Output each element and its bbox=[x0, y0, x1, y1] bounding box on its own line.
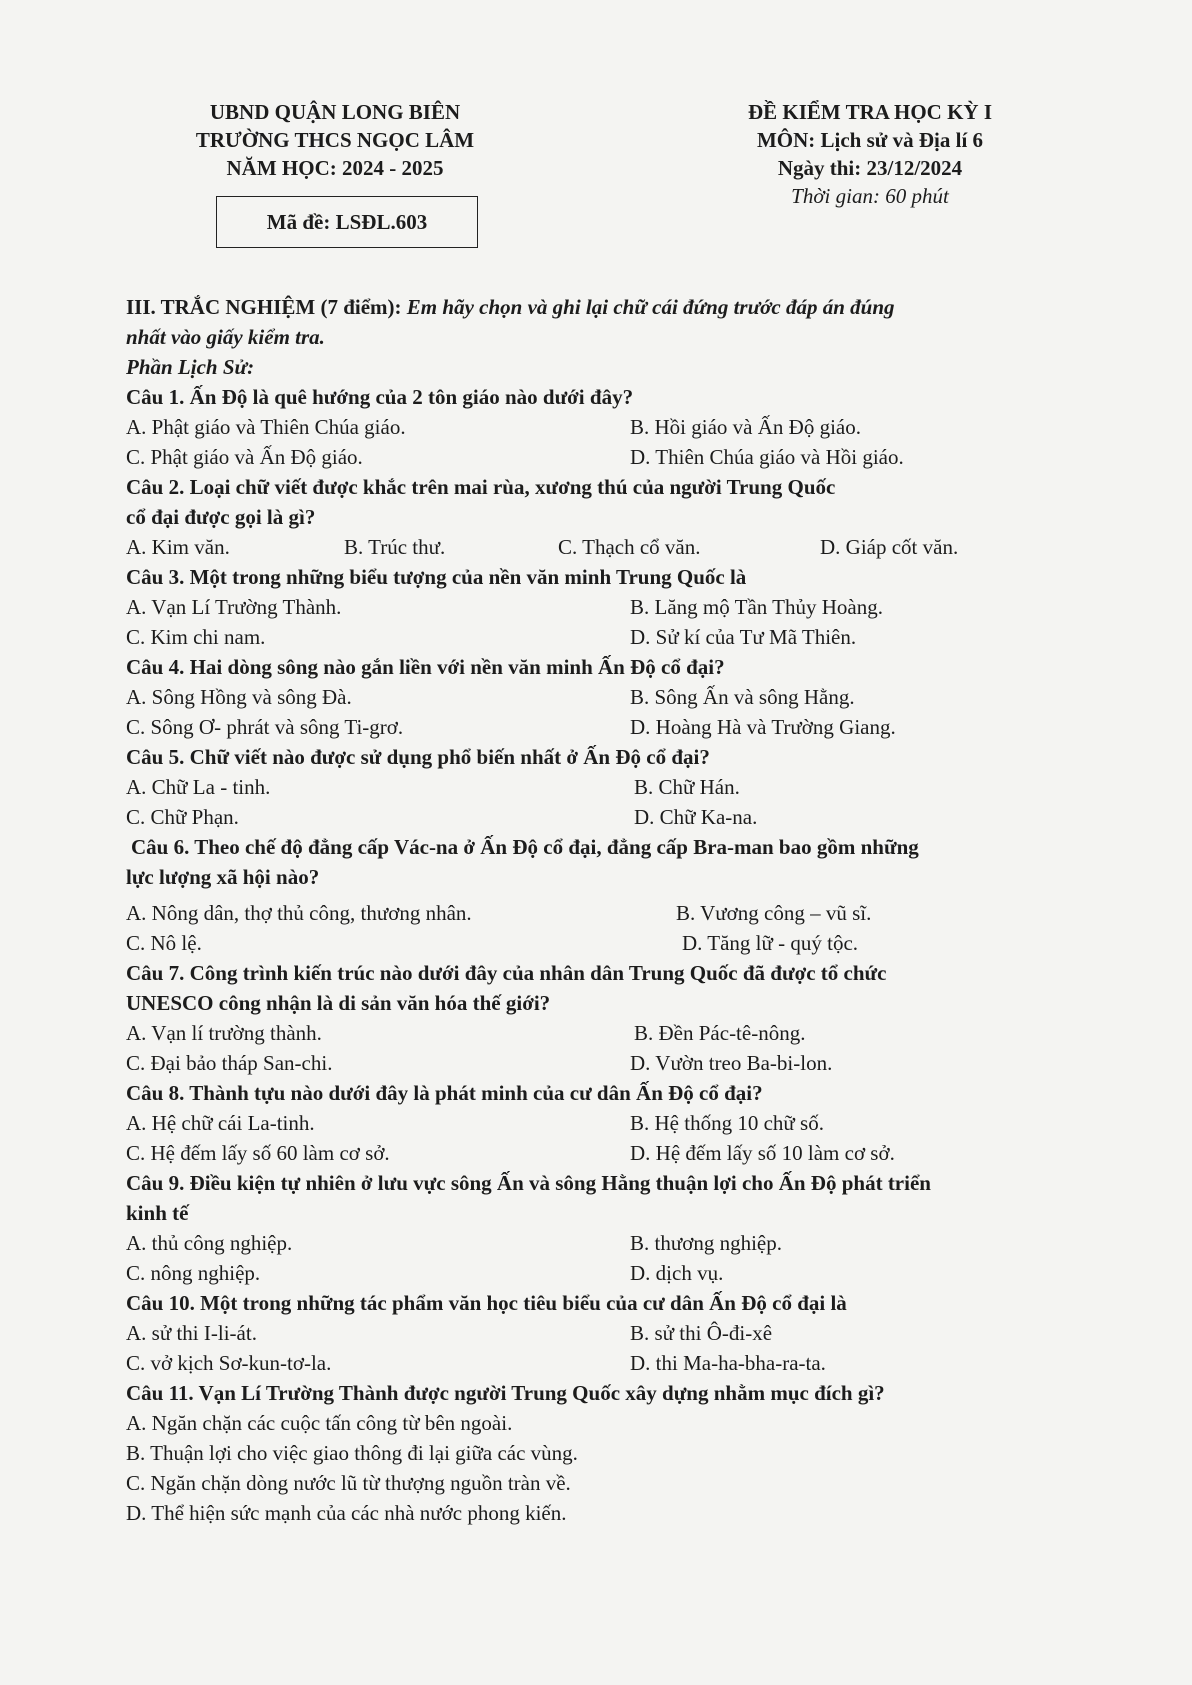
exam-date: Ngày thi: 23/12/2024 bbox=[777, 156, 963, 180]
question-10: Câu 10. Một trong những tác phẩm văn học tiêu biểu của cư dân Ấn Độ cổ đại là bbox=[126, 1291, 847, 1315]
question-9: Câu 9. Điều kiện tự nhiên ở lưu vực sông Ấn và sông Hằng thuận lợi cho Ấn Độ phát triển bbox=[126, 1171, 931, 1195]
option-c: C. Sông Ơ- phrát và sông Ti-grơ. bbox=[126, 715, 404, 739]
options-row bbox=[126, 1018, 1116, 1048]
option-a: A. Vạn Lí Trường Thành. bbox=[126, 595, 342, 619]
exam-duration: Thời gian: 60 phút bbox=[791, 184, 949, 208]
options-row bbox=[126, 682, 1116, 712]
district-name: UBND QUẬN LONG BIÊN bbox=[209, 100, 461, 124]
options-row bbox=[126, 712, 1116, 742]
option-c: C. nông nghiệp. bbox=[126, 1261, 261, 1285]
option-d: D. Thể hiện sức mạnh của các nhà nước phong kiến. bbox=[126, 1501, 567, 1525]
section-instruction-cont: nhất vào giấy kiểm tra. bbox=[126, 325, 325, 349]
options-row bbox=[126, 1048, 1116, 1078]
option-d: D. Thiên Chúa giáo và Hồi giáo. bbox=[630, 445, 904, 469]
option-b: B. Đền Pác-tê-nông. bbox=[634, 1021, 806, 1045]
question-5: Câu 5. Chữ viết nào được sử dụng phổ biến nhất ở Ấn Độ cổ đại? bbox=[126, 745, 710, 769]
school-name: TRƯỜNG THCS NGỌC LÂM bbox=[195, 128, 475, 152]
option-b: B. Vương công – vũ sĩ. bbox=[676, 901, 872, 925]
question-7: Câu 7. Công trình kiến trúc nào dưới đây của nhân dân Trung Quốc đã được tổ chức bbox=[126, 961, 887, 985]
option-b: B. Hồi giáo và Ấn Độ giáo. bbox=[630, 415, 861, 439]
option-c: C. Hệ đếm lấy số 60 làm cơ sở. bbox=[126, 1141, 390, 1165]
options-row bbox=[126, 592, 1116, 622]
option-a: A. Nông dân, thợ thủ công, thương nhân. bbox=[126, 901, 472, 925]
option-d: D. Sử kí của Tư Mã Thiên. bbox=[630, 625, 857, 649]
question-4: Câu 4. Hai dòng sông nào gắn liền với nền văn minh Ấn Độ cổ đại? bbox=[126, 655, 725, 679]
school-year: NĂM HỌC: 2024 - 2025 bbox=[226, 156, 444, 180]
options-row bbox=[126, 928, 1116, 958]
options-row bbox=[126, 898, 1116, 928]
options-row bbox=[126, 802, 1116, 832]
option-a: A. Sông Hồng và sông Đà. bbox=[126, 685, 352, 709]
option-a: A. Phật giáo và Thiên Chúa giáo. bbox=[126, 415, 406, 439]
option-a: A. Kim văn. bbox=[126, 535, 230, 559]
option-a: A. Chữ La - tinh. bbox=[126, 775, 271, 799]
option-b: B. Lăng mộ Tần Thủy Hoàng. bbox=[630, 595, 883, 619]
part-title: Phần Lịch Sử: bbox=[126, 355, 255, 379]
question-9-cont: kinh tế bbox=[126, 1201, 189, 1225]
options-row bbox=[126, 1108, 1116, 1138]
option-d: D. Hoàng Hà và Trường Giang. bbox=[630, 715, 896, 739]
option-d: D. Tăng lữ - quý tộc. bbox=[682, 931, 859, 955]
school-header bbox=[150, 98, 520, 182]
option-c: C. Nô lệ. bbox=[126, 931, 202, 955]
option-a: A. thủ công nghiệp. bbox=[126, 1231, 293, 1255]
option-d: D. Giáp cốt văn. bbox=[820, 535, 959, 559]
question-1: Câu 1. Ấn Độ là quê hướng của 2 tôn giáo nào dưới đây? bbox=[126, 385, 634, 409]
option-a: A. sử thi I-li-át. bbox=[126, 1321, 257, 1345]
option-c: C. Thạch cổ văn. bbox=[558, 535, 701, 559]
option-d: D. thi Ma-ha-bha-ra-ta. bbox=[630, 1351, 826, 1375]
options-row bbox=[126, 622, 1116, 652]
options-row bbox=[126, 1258, 1116, 1288]
options-row bbox=[126, 1348, 1116, 1378]
option-c: C. Ngăn chặn dòng nước lũ từ thượng nguồn tràn về. bbox=[126, 1471, 571, 1495]
question-2-cont: cổ đại được gọi là gì? bbox=[126, 505, 316, 529]
option-d: D. dịch vụ. bbox=[630, 1261, 724, 1285]
option-d: D. Hệ đếm lấy số 10 làm cơ sở. bbox=[630, 1141, 895, 1165]
option-b: B. Hệ thống 10 chữ số. bbox=[630, 1111, 824, 1135]
question-7-cont: UNESCO công nhận là di sản văn hóa thế giới? bbox=[126, 991, 551, 1015]
exam-content bbox=[126, 292, 1116, 1528]
option-c: C. Đại bảo tháp San-chi. bbox=[126, 1051, 333, 1075]
options-row bbox=[126, 1228, 1116, 1258]
option-c: C. Phật giáo và Ấn Độ giáo. bbox=[126, 445, 363, 469]
option-c: C. vở kịch Sơ-kun-tơ-la. bbox=[126, 1351, 332, 1375]
exam-subject: MÔN: Lịch sử và Địa lí 6 bbox=[756, 128, 984, 152]
exam-title: ĐỀ KIỂM TRA HỌC KỲ I bbox=[747, 100, 993, 124]
options-row bbox=[126, 442, 1116, 472]
section-title: III. TRẮC NGHIỆM (7 điểm): bbox=[126, 295, 402, 319]
options-row bbox=[126, 772, 1116, 802]
option-d: D. Vườn treo Ba-bi-lon. bbox=[630, 1051, 833, 1075]
options-row bbox=[126, 1138, 1116, 1168]
option-a: A. Vạn lí trường thành. bbox=[126, 1021, 322, 1045]
exam-code-box bbox=[216, 196, 478, 248]
question-2: Câu 2. Loại chữ viết được khắc trên mai rùa, xương thú của người Trung Quốc bbox=[126, 475, 836, 499]
option-b: B. Thuận lợi cho việc giao thông đi lại giữa các vùng. bbox=[126, 1441, 578, 1465]
question-11: Câu 11. Vạn Lí Trường Thành được người Trung Quốc xây dựng nhằm mục đích gì? bbox=[126, 1381, 885, 1405]
option-b: B. Chữ Hán. bbox=[634, 775, 740, 799]
option-b: B. sử thi Ô-đi-xê bbox=[630, 1321, 773, 1345]
question-6-cont: lực lượng xã hội nào? bbox=[126, 865, 320, 889]
option-b: B. Trúc thư. bbox=[344, 535, 446, 559]
options-row bbox=[126, 1318, 1116, 1348]
option-a: A. Ngăn chặn các cuộc tấn công từ bên ngoài. bbox=[126, 1411, 513, 1435]
options-row bbox=[126, 532, 1116, 562]
question-3: Câu 3. Một trong những biểu tượng của nền văn minh Trung Quốc là bbox=[126, 565, 747, 589]
section-instruction: Em hãy chọn và ghi lại chữ cái đứng trước đáp án đúng bbox=[406, 295, 895, 319]
option-b: B. Sông Ấn và sông Hằng. bbox=[630, 685, 855, 709]
question-8: Câu 8. Thành tựu nào dưới đây là phát minh của cư dân Ấn Độ cổ đại? bbox=[126, 1081, 763, 1105]
exam-header bbox=[690, 98, 1050, 210]
exam-code: Mã đề: LSĐL.603 bbox=[266, 209, 428, 234]
option-c: C. Chữ Phạn. bbox=[126, 805, 239, 829]
section-heading bbox=[126, 292, 1116, 322]
option-c: C. Kim chi nam. bbox=[126, 625, 266, 649]
option-b: B. thương nghiệp. bbox=[630, 1231, 782, 1255]
option-a: A. Hệ chữ cái La-tinh. bbox=[126, 1111, 315, 1135]
options-row bbox=[126, 412, 1116, 442]
question-6: Câu 6. Theo chế độ đẳng cấp Vác-na ở Ấn Độ cổ đại, đẳng cấp Bra-man bao gồm những bbox=[131, 835, 919, 859]
option-d: D. Chữ Ka-na. bbox=[634, 805, 758, 829]
